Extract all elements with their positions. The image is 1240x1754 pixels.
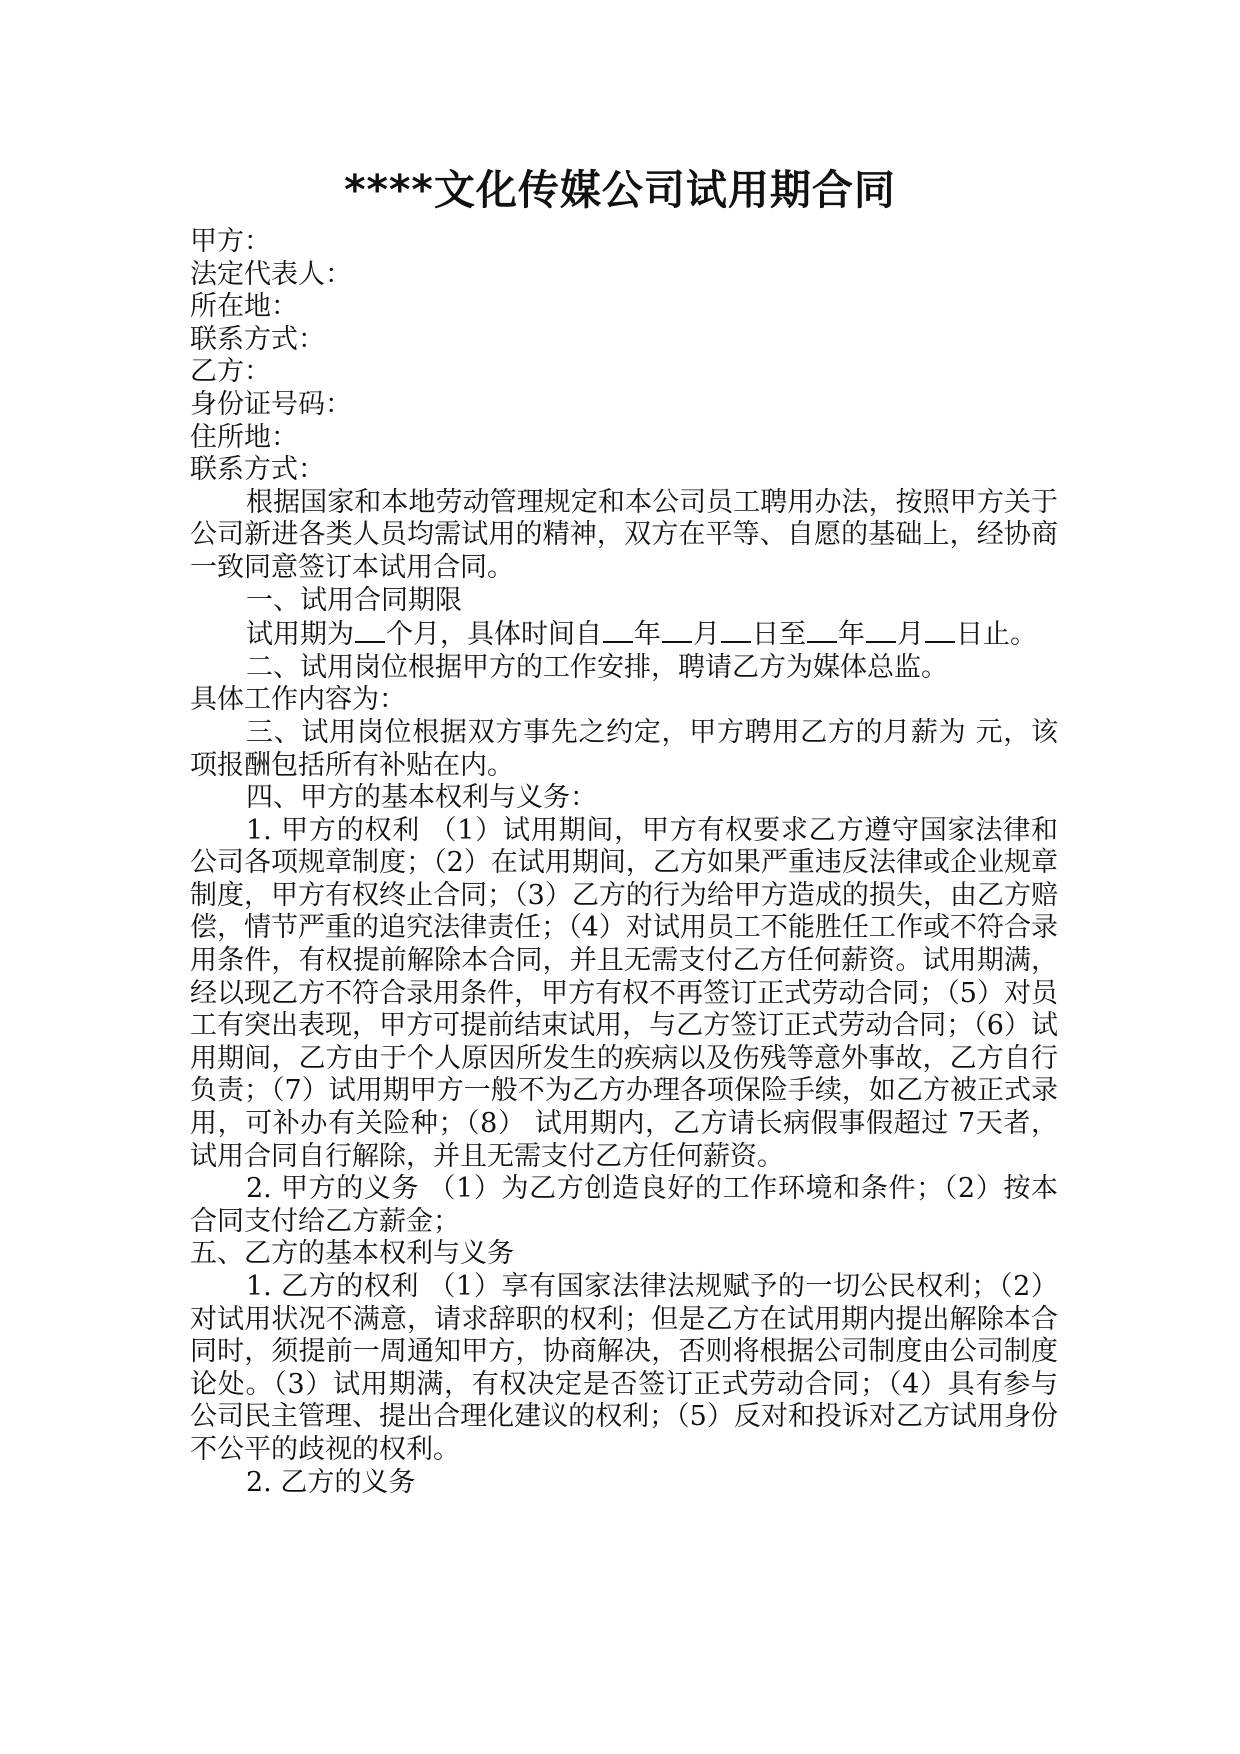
term-text: 个月，具体时间自 <box>386 619 602 651</box>
term-text: 年 <box>838 619 865 651</box>
blank-start-year <box>603 617 633 643</box>
blank-end-year <box>807 617 837 643</box>
contract-body <box>190 226 1058 1499</box>
section-5-heading: 五、乙方的基本权利与义务 <box>190 1238 514 1270</box>
party-b-address: 住所地： <box>190 421 298 453</box>
section-2-text: 二、试用岗位根据甲方的工作安排，聘请乙方为媒体总监。 <box>246 651 948 683</box>
contract-title: ****文化传媒公司试用期合同 <box>344 166 896 214</box>
blank-end-month <box>866 617 896 643</box>
blank-months <box>355 617 385 643</box>
term-text: 月 <box>897 619 924 651</box>
section-1-term <box>190 617 1058 652</box>
section-1-heading: 一、试用合同期限 <box>246 584 462 616</box>
blank-start-day <box>721 617 751 643</box>
section-3-text: 三、试用岗位根据双方事先之约定，甲方聘用乙方的月薪为 元，该项报酬包括所有补贴在内。 <box>190 716 1058 781</box>
blank-end-day <box>925 617 955 643</box>
section-5-duties-heading: 2. 乙方的义务 <box>246 1466 416 1498</box>
party-b-label: 乙方： <box>190 356 271 388</box>
term-text: 年 <box>634 619 661 651</box>
term-text: 月 <box>693 619 720 651</box>
section-4-duties: 2. 甲方的义务 （1）为乙方创造良好的工作环境和条件；（2）按本合同支付给乙方薪金； <box>190 1173 1058 1237</box>
party-a-label: 甲方： <box>190 226 271 257</box>
section-4-rights: 1. 甲方的权利 （1）试用期间，甲方有权要求乙方遵守国家法律和公司各项规章制度；（2）在试用期间，乙方如果严重违反法律或企业规章制度，甲方有权终止合同；（3）乙方的行为给甲方造成的损失，由乙方赔偿，情节严重的追究法律责任；（4）对试用员工不能胜任工作或不符合录用条件，有权提前解除本合同，并且无需支付乙方任何薪资。试用期满，经以现乙方不符合录用条件，甲方有权不再签订正式劳动合同；（5）对员工有突出表现，甲方可提前结束试用，与乙方签订正式劳动合同；（6）试用期间，乙方由于个人原因所发生的疾病以及伤残等意外事故，乙方自行负责；（7）试用期甲方一般不为乙方办理各项保险手续，如乙方被正式录用，可补办有关险种；（8） 试用期内，乙方请长病假事假超过 7天者，试用合同自行解除，并且无需支付乙方任何薪资。 <box>190 814 1058 1172</box>
term-text: 日止。 <box>956 619 1037 651</box>
section-4-heading: 四、甲方的基本权利与义务： <box>246 782 597 814</box>
party-b-contact: 联系方式： <box>190 454 325 486</box>
party-a-contact: 联系方式： <box>190 323 325 355</box>
preamble-paragraph: 根据国家和本地劳动管理规定和本公司员工聘用办法，按照甲方关于公司新进各类人员均需试用的精神，双方在平等、自愿的基础上，经协商一致同意签订本试用合同。 <box>190 486 1058 583</box>
blank-start-month <box>662 617 692 643</box>
party-a-address: 所在地： <box>190 291 298 323</box>
party-a-legal-rep: 法定代表人： <box>190 258 352 290</box>
term-text: 日至 <box>752 619 806 651</box>
section-5-rights: 1. 乙方的权利 （1）享有国家法律法规赋予的一切公民权利；（2）对试用状况不满意，请求辞职的权利；但是乙方在试用期内提出解除本合同时，须提前一周通知甲方，协商解决，否则将根据公司制度由公司制度论处。（3）试用期满，有权决定是否签订正式劳动合同；（4）具有参与公司民主管理、提出合理化建议的权利；（5）反对和投诉对乙方试用身份不公平的歧视的权利。 <box>190 1271 1058 1465</box>
term-text: 试用期为 <box>246 619 354 651</box>
party-b-id-number: 身份证号码： <box>190 388 352 420</box>
section-2-detail: 具体工作内容为： <box>190 684 406 716</box>
